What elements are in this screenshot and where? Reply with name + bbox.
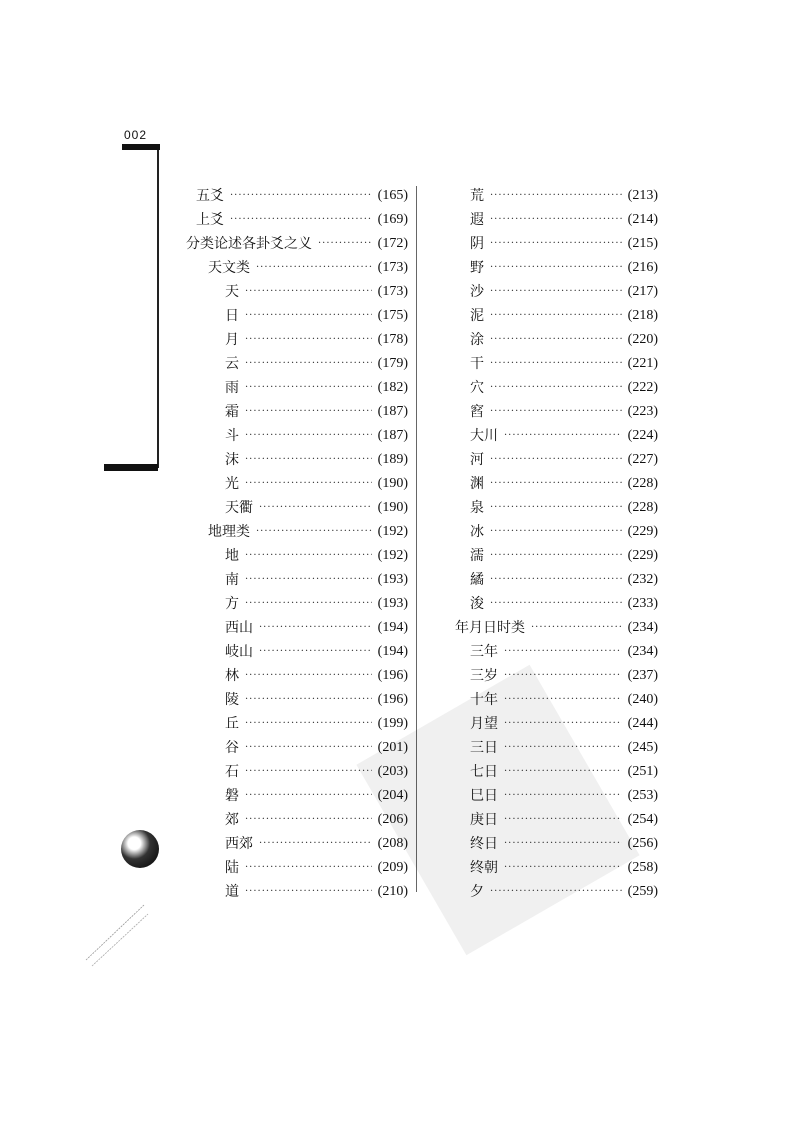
toc-leader-dots <box>245 760 372 784</box>
toc-entry[interactable] <box>450 328 658 352</box>
toc-entry[interactable] <box>450 760 658 784</box>
toc-entry[interactable] <box>450 376 658 400</box>
toc-leader-dots <box>490 592 622 616</box>
toc-entry-page: (189) <box>377 452 408 467</box>
toc-entry-page: (234) <box>627 644 658 659</box>
toc-leader-dots <box>490 352 622 376</box>
toc-leader-dots <box>245 544 372 568</box>
toc-leader-dots <box>245 664 372 688</box>
toc-entry-title: 郊 <box>225 812 239 828</box>
toc-entry[interactable] <box>186 328 408 352</box>
toc-entry-title: 霜 <box>225 404 239 420</box>
toc-entry-title: 沫 <box>225 452 239 468</box>
toc-entry-page: (169) <box>377 212 408 227</box>
toc-entry-page: (244) <box>627 716 658 731</box>
toc-leader-dots <box>245 400 372 424</box>
toc-entry-page: (187) <box>377 404 408 419</box>
toc-leader-dots <box>259 832 372 856</box>
toc-entry[interactable] <box>450 880 658 904</box>
toc-leader-dots <box>504 856 622 880</box>
toc-entry[interactable] <box>186 640 408 664</box>
toc-entry-page: (222) <box>627 380 658 395</box>
toc-entry-page: (193) <box>377 572 408 587</box>
toc-entry[interactable] <box>186 520 408 544</box>
toc-entry-title: 分类论述各卦爻之义 <box>186 236 312 252</box>
toc-entry[interactable] <box>450 352 658 376</box>
toc-leader-dots <box>490 328 622 352</box>
toc-entry-title: 斗 <box>225 428 239 444</box>
toc-entry-page: (208) <box>377 836 408 851</box>
toc-leader-dots <box>490 184 622 208</box>
toc-entry[interactable] <box>450 616 658 640</box>
toc-entry-title: 年月日时类 <box>455 620 525 636</box>
toc-entry-title: 终朝 <box>470 860 498 876</box>
toc-entry[interactable] <box>186 256 408 280</box>
toc-entry-page: (201) <box>377 740 408 755</box>
toc-entry-page: (182) <box>377 380 408 395</box>
toc-entry[interactable] <box>450 712 658 736</box>
margin-rule-bottom <box>104 464 158 471</box>
toc-leader-dots <box>245 352 372 376</box>
toc-leader-dots <box>490 232 622 256</box>
toc-entry-title: 云 <box>225 356 239 372</box>
toc-entry[interactable] <box>186 736 408 760</box>
toc-entry-page: (216) <box>627 260 658 275</box>
toc-right-column <box>450 184 658 904</box>
toc-entry[interactable] <box>450 808 658 832</box>
toc-leader-dots <box>245 592 372 616</box>
toc-entry-title: 陵 <box>225 692 239 708</box>
toc-entry[interactable] <box>450 304 658 328</box>
toc-entry-page: (210) <box>377 884 408 899</box>
toc-entry-title: 沙 <box>470 284 484 300</box>
toc-entry-page: (209) <box>377 860 408 875</box>
toc-entry[interactable] <box>186 184 408 208</box>
toc-entry-page: (194) <box>377 620 408 635</box>
toc-entry-title: 月望 <box>470 716 498 732</box>
toc-entry-title: 林 <box>225 668 239 684</box>
toc-left-column <box>186 184 408 904</box>
toc-entry-title: 终日 <box>470 836 498 852</box>
toc-entry[interactable] <box>186 208 408 232</box>
toc-entry[interactable] <box>186 352 408 376</box>
toc-entry-page: (203) <box>377 764 408 779</box>
toc-entry[interactable] <box>186 376 408 400</box>
toc-entry[interactable] <box>186 688 408 712</box>
toc-entry-page: (204) <box>377 788 408 803</box>
toc-entry[interactable] <box>450 544 658 568</box>
toc-entry-title: 三日 <box>470 740 498 756</box>
toc-entry-title: 石 <box>225 764 239 780</box>
toc-leader-dots <box>490 208 622 232</box>
toc-entry-page: (220) <box>627 332 658 347</box>
toc-entry-page: (229) <box>627 548 658 563</box>
toc-leader-dots <box>245 736 372 760</box>
toc-entry-page: (173) <box>377 284 408 299</box>
toc-entry[interactable] <box>186 544 408 568</box>
toc-entry-title: 荒 <box>470 188 484 204</box>
toc-entry[interactable] <box>450 280 658 304</box>
toc-entry[interactable] <box>450 736 658 760</box>
toc-entry[interactable] <box>186 400 408 424</box>
toc-leader-dots <box>245 304 372 328</box>
toc-leader-dots <box>490 880 622 904</box>
toc-entry[interactable] <box>450 448 658 472</box>
decorative-lines <box>84 900 154 970</box>
toc-entry-page: (196) <box>377 692 408 707</box>
toc-entry-title: 天衢 <box>225 500 253 516</box>
toc-leader-dots <box>256 520 372 544</box>
toc-entry-page: (190) <box>377 500 408 515</box>
toc-entry-page: (240) <box>627 692 658 707</box>
toc-leader-dots <box>230 184 372 208</box>
toc-entry-title: 冰 <box>470 524 484 540</box>
toc-leader-dots <box>504 832 622 856</box>
toc-entry-title: 渊 <box>470 476 484 492</box>
toc-entry[interactable] <box>186 880 408 904</box>
toc-entry[interactable] <box>186 448 408 472</box>
toc-entry-page: (254) <box>627 812 658 827</box>
toc-entry[interactable] <box>450 232 658 256</box>
toc-entry-title: 陆 <box>225 860 239 876</box>
toc-entry-page: (259) <box>627 884 658 899</box>
toc-entry-page: (175) <box>377 308 408 323</box>
toc-entry-title: 河 <box>470 452 484 468</box>
page-number: 002 <box>124 128 148 142</box>
toc-entry-page: (199) <box>377 716 408 731</box>
toc-entry-title: 雨 <box>225 380 239 396</box>
toc-entry[interactable] <box>186 832 408 856</box>
toc-leader-dots <box>490 520 622 544</box>
toc-entry-page: (227) <box>627 452 658 467</box>
toc-entry-title: 天 <box>225 284 239 300</box>
toc-entry-page: (251) <box>627 764 658 779</box>
toc-entry-page: (194) <box>377 644 408 659</box>
toc-entry[interactable] <box>186 664 408 688</box>
toc-entry[interactable] <box>450 520 658 544</box>
toc-entry-page: (179) <box>377 356 408 371</box>
toc-entry-title: 巳日 <box>470 788 498 804</box>
toc-leader-dots <box>259 496 372 520</box>
toc-entry-page: (223) <box>627 404 658 419</box>
toc-entry[interactable] <box>186 784 408 808</box>
toc-entry-title: 泥 <box>470 308 484 324</box>
toc-entry[interactable] <box>450 496 658 520</box>
toc-leader-dots <box>490 544 622 568</box>
toc-leader-dots <box>245 856 372 880</box>
toc-entry-title: 方 <box>225 596 239 612</box>
toc-entry-page: (221) <box>627 356 658 371</box>
toc-entry-title: 十年 <box>470 692 498 708</box>
toc-leader-dots <box>504 712 622 736</box>
toc-entry-page: (172) <box>377 236 408 251</box>
toc-entry-page: (193) <box>377 596 408 611</box>
toc-entry[interactable] <box>450 856 658 880</box>
toc-entry-title: 浚 <box>470 596 484 612</box>
toc-leader-dots <box>490 496 622 520</box>
toc-entry[interactable] <box>186 472 408 496</box>
toc-entry-title: 天文类 <box>208 260 250 276</box>
toc-entry-title: 地 <box>225 548 239 564</box>
toc-entry[interactable] <box>186 496 408 520</box>
toc-entry-page: (224) <box>627 428 658 443</box>
toc-entry-title: 道 <box>225 884 239 900</box>
toc-entry-title: 磐 <box>225 788 239 804</box>
toc-entry-title: 穴 <box>470 380 484 396</box>
toc-entry[interactable] <box>450 424 658 448</box>
toc-entry-title: 月 <box>225 332 239 348</box>
toc-leader-dots <box>490 376 622 400</box>
toc-leader-dots <box>245 808 372 832</box>
toc-leader-dots <box>504 640 622 664</box>
toc-entry[interactable] <box>186 568 408 592</box>
toc-entry-page: (218) <box>627 308 658 323</box>
toc-entry-page: (253) <box>627 788 658 803</box>
toc-entry-page: (234) <box>627 620 658 635</box>
toc-leader-dots <box>504 760 622 784</box>
toc-leader-dots <box>490 304 622 328</box>
toc-leader-dots <box>245 568 372 592</box>
toc-leader-dots <box>245 280 372 304</box>
toc-entry[interactable] <box>450 208 658 232</box>
toc-entry-title: 三岁 <box>470 668 498 684</box>
toc-entry-title: 干 <box>470 356 484 372</box>
toc-leader-dots <box>504 784 622 808</box>
toc-leader-dots <box>490 280 622 304</box>
toc-entry-title: 七日 <box>470 764 498 780</box>
toc-leader-dots <box>490 472 622 496</box>
toc-leader-dots <box>245 328 372 352</box>
toc-entry-title: 光 <box>225 476 239 492</box>
margin-vertical-rule <box>157 150 159 468</box>
toc-leader-dots <box>490 256 622 280</box>
toc-leader-dots <box>259 616 372 640</box>
header-rule <box>122 144 160 150</box>
toc-entry-title: 濡 <box>470 548 484 564</box>
toc-entry-page: (217) <box>627 284 658 299</box>
toc-entry-title: 地理类 <box>208 524 250 540</box>
toc-entry[interactable] <box>450 256 658 280</box>
toc-entry-page: (173) <box>377 260 408 275</box>
toc-leader-dots <box>504 808 622 832</box>
toc-leader-dots <box>504 688 622 712</box>
toc-entry-page: (228) <box>627 500 658 515</box>
toc-entry[interactable] <box>450 184 658 208</box>
toc-entry[interactable] <box>450 832 658 856</box>
toc-leader-dots <box>245 472 372 496</box>
toc-leader-dots <box>245 784 372 808</box>
toc-entry-page: (215) <box>627 236 658 251</box>
toc-entry[interactable] <box>186 808 408 832</box>
toc-entry-page: (196) <box>377 668 408 683</box>
toc-entry[interactable] <box>450 784 658 808</box>
toc-entry-title: 五爻 <box>196 188 224 204</box>
toc-leader-dots <box>490 568 622 592</box>
toc-entry[interactable] <box>186 592 408 616</box>
toc-entry[interactable] <box>450 568 658 592</box>
toc-entry[interactable] <box>186 280 408 304</box>
toc-entry[interactable] <box>186 616 408 640</box>
toc-leader-dots <box>490 448 622 472</box>
toc-entry-title: 西郊 <box>225 836 253 852</box>
toc-entry-page: (228) <box>627 476 658 491</box>
toc-entry[interactable] <box>450 664 658 688</box>
toc-entry-page: (256) <box>627 836 658 851</box>
toc-entry-title: 涂 <box>470 332 484 348</box>
toc-entry[interactable] <box>450 472 658 496</box>
toc-leader-dots <box>490 400 622 424</box>
toc-leader-dots <box>245 880 372 904</box>
toc-entry[interactable] <box>186 424 408 448</box>
toc-leader-dots <box>245 376 372 400</box>
toc-entry-page: (214) <box>627 212 658 227</box>
toc-leader-dots <box>256 256 372 280</box>
toc-leader-dots <box>245 712 372 736</box>
toc-leader-dots <box>504 664 622 688</box>
toc-entry[interactable] <box>450 400 658 424</box>
toc-entry-title: 野 <box>470 260 484 276</box>
toc-leader-dots <box>245 424 372 448</box>
toc-entry-title: 三年 <box>470 644 498 660</box>
toc-entry-page: (245) <box>627 740 658 755</box>
toc-entry-title: 泉 <box>470 500 484 516</box>
toc-entry-page: (192) <box>377 524 408 539</box>
toc-entry-title: 日 <box>225 308 239 324</box>
toc-entry-page: (190) <box>377 476 408 491</box>
toc-entry-page: (178) <box>377 332 408 347</box>
toc-entry-title: 阴 <box>470 236 484 252</box>
toc-entry[interactable] <box>450 640 658 664</box>
toc-leader-dots <box>230 208 372 232</box>
toc-leader-dots <box>531 616 622 640</box>
toc-entry[interactable] <box>186 712 408 736</box>
toc-entry[interactable] <box>186 304 408 328</box>
toc-entry-title: 遐 <box>470 212 484 228</box>
toc-entry[interactable] <box>186 232 408 256</box>
toc-entry-title: 丘 <box>225 716 239 732</box>
toc-entry-page: (213) <box>627 188 658 203</box>
toc-leader-dots <box>318 232 372 256</box>
toc-leader-dots <box>245 688 372 712</box>
toc-entry-page: (233) <box>627 596 658 611</box>
toc-entry-page: (187) <box>377 428 408 443</box>
toc-entry-page: (237) <box>627 668 658 683</box>
toc-entry-page: (232) <box>627 572 658 587</box>
toc-entry-title: 上爻 <box>196 212 224 228</box>
toc-entry-page: (206) <box>377 812 408 827</box>
toc-entry-page: (229) <box>627 524 658 539</box>
toc-entry[interactable] <box>186 856 408 880</box>
toc-entry-title: 窞 <box>470 404 484 420</box>
toc-entry-title: 庚日 <box>470 812 498 828</box>
toc-leader-dots <box>504 736 622 760</box>
toc-leader-dots <box>504 424 622 448</box>
toc-entry[interactable] <box>450 592 658 616</box>
toc-entry[interactable] <box>186 760 408 784</box>
toc-entry-page: (258) <box>627 860 658 875</box>
toc-entry-title: 谷 <box>225 740 239 756</box>
yin-yang-icon <box>121 830 159 868</box>
toc-entry-title: 岐山 <box>225 644 253 660</box>
toc-entry-title: 西山 <box>225 620 253 636</box>
toc-entry-page: (192) <box>377 548 408 563</box>
toc-entry-title: 南 <box>225 572 239 588</box>
toc-entry-title: 大川 <box>470 428 498 444</box>
toc-entry[interactable] <box>450 688 658 712</box>
toc-entry-page: (165) <box>377 188 408 203</box>
toc-leader-dots <box>245 448 372 472</box>
toc-leader-dots <box>259 640 372 664</box>
toc-entry-title: 繘 <box>470 572 484 588</box>
toc-entry-title: 夕 <box>470 884 484 900</box>
